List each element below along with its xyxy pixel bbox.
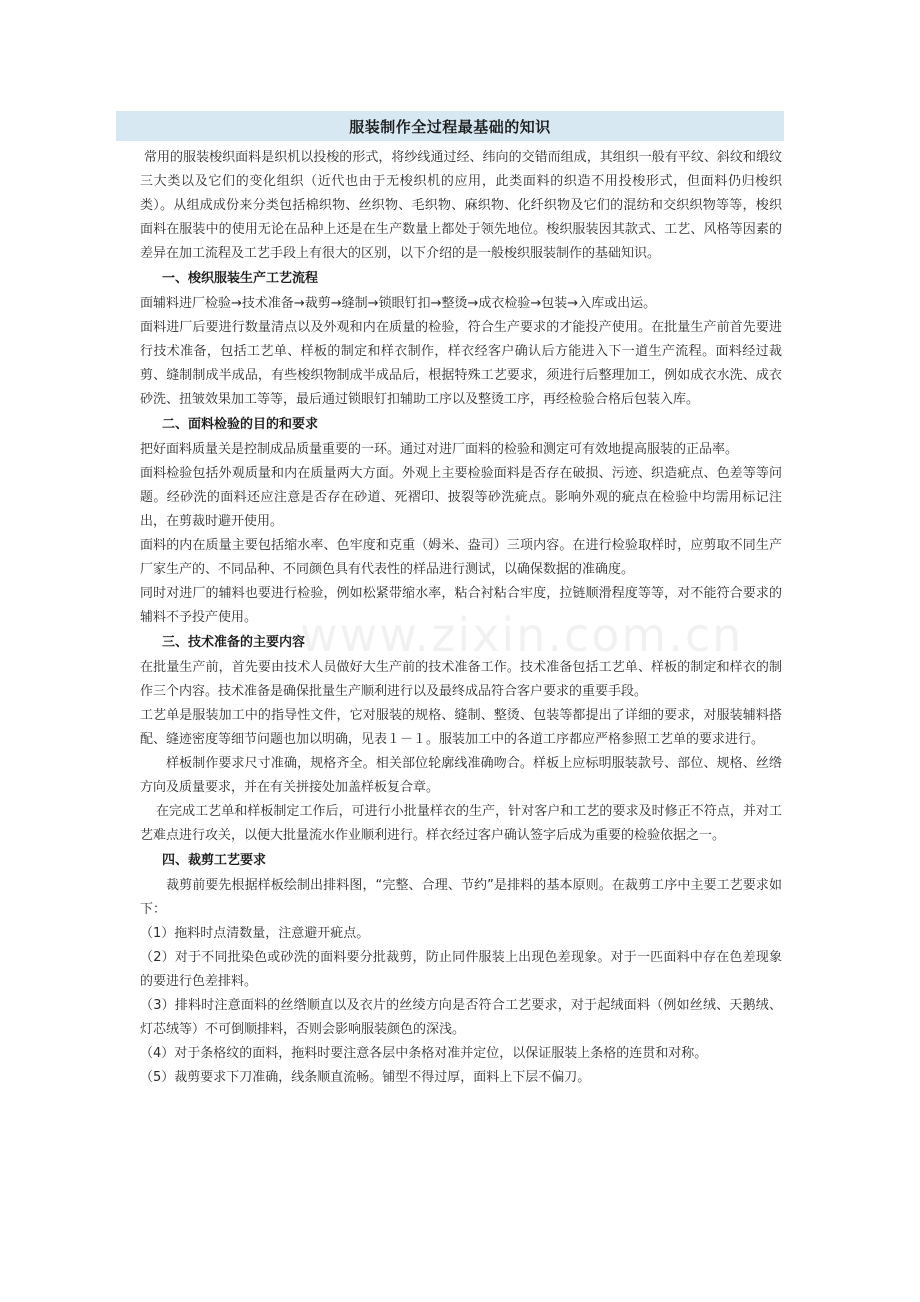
section-3-paragraph: 工艺单是服装加工中的指导性文件，它对服装的规格、缝制、整烫、包装等都提出了详细的要求，对服装辅料搭配、缝迹密度等细节问题也加以明确，见表１－１。服装加工中的各道工序都应严格参照工艺单的要求进行。 [140, 708, 782, 747]
section-4-list-item: （4）对于条格纹的面料，拖料时要注意各层中条格对准并定位，以保证服装上条格的连贯和对称。 [140, 1046, 708, 1061]
section-4-list-item: （5）裁剪要求下刀准确，线条顺直流畅。铺型不得过厚，面料上下层不偏刀。 [140, 1070, 591, 1085]
section-2-paragraph: 把好面料质量关是控制成品质量重要的一环。通过对进厂面料的检验和测定可有效地提高服装的正品率。 [140, 442, 739, 457]
section-4-list-item: （1）拖料时点清数量，注意避开疵点。 [140, 926, 370, 941]
section-3-paragraph: 样板制作要求尺寸准确，规格齐全。相关部位轮廓线准确吻合。样板上应标明服装款号、部位、规格、丝绺方向及质量要求，并在有关拼接处加盖样板复合章。 [140, 756, 782, 795]
section-4-list-item: （3）排料时注意面料的丝绺顺直以及衣片的丝绫方向是否符合工艺要求，对于起绒面料（例如丝绒、天鹅绒、灯芯绒等）不可倒顺排料，否则会影响服装颜色的深浅。 [140, 998, 782, 1037]
intro-paragraph: 常用的服装梭织面料是织机以投梭的形式，将纱线通过经、纬向的交错而组成，其组织一般有平纹、斜纹和缎纹三大类以及它们的变化组织（近代也由于无梭织机的应用，此类面料的织造不用投梭形式，但面料仍归梭织类）。从组成成份来分类包括棉织物、丝织物、毛织物、麻织物、化纤织物及它们的混纺和交织织物等等，梭织面料在服装中的使用无论在品种上还是在生产数量上都处于领先地位。梭织服装因其款式、工艺、风格等因素的差异在加工流程及工艺手段上有很大的区别，以下介绍的是一般梭织服装制作的基础知识。 [140, 150, 782, 261]
section-heading-4: 四、裁剪工艺要求 [162, 853, 267, 868]
section-3-paragraph: 在批量生产前，首先要由技术人员做好大生产前的技术准备工作。技术准备包括工艺单、样板的制定和样衣的制作三个内容。技术准备是确保批量生产顺利进行以及最终成品符合客户要求的重要手段。 [140, 660, 782, 699]
document-title: 服装制作全过程最基础的知识 [349, 117, 551, 136]
title-bar [116, 111, 784, 141]
section-heading-1: 一、梭织服装生产工艺流程 [162, 271, 319, 286]
section-1-paragraph: 面料进厂后要进行数量清点以及外观和内在质量的检验，符合生产要求的才能投产使用。在批量生产前首先要进行技术准备，包括工艺单、样板的制定和样衣制作，样衣经客户确认后方能进入下一道生产流程。面料经过裁剪、缝制制成半成品，有些梭织物制成半成品后，根据特殊工艺要求，须进行后整理加工，例如成衣水洗、成衣砂洗、扭皱效果加工等等，最后通过锁眼钉扣辅助工序以及整烫工序，再经检验合格后包装入库。 [140, 320, 782, 407]
section-3-paragraph: 在完成工艺单和样板制定工作后，可进行小批量样衣的生产，针对客户和工艺的要求及时修正不符点，并对工艺难点进行攻关，以便大批量流水作业顺利进行。样衣经过客户确认签字后成为重要的检验依据之一。 [140, 804, 782, 843]
section-2-paragraph: 同时对进厂的辅料也要进行检验，例如松紧带缩水率，粘合衬粘合牢度，拉链顺滑程度等等，对不能符合要求的辅料不予投产使用。 [140, 586, 782, 625]
section-4-paragraph: 裁剪前要先根据样板绘制出排料图，“完整、合理、节约”是排料的基本原则。在裁剪工序中主要工艺要求如下： [140, 878, 782, 917]
document-body [140, 146, 782, 1090]
section-heading-3: 三、技术准备的主要内容 [162, 635, 306, 650]
section-heading-2: 二、面料检验的目的和要求 [162, 417, 319, 432]
watermark: www.zixin.com.cn [300, 608, 744, 662]
section-4-list-item: （2）对于不同批染色或砂洗的面料要分批裁剪，防止同件服装上出现色差现象。对于一匹面料中存在色差现象的要进行色差排料。 [140, 950, 782, 989]
section-2-paragraph: 面料检验包括外观质量和内在质量两大方面。外观上主要检验面料是否存在破损、污迹、织造疵点、色差等等问题。经砂洗的面料还应注意是否存在砂道、死褶印、披裂等砂洗疵点。影响外观的疵点在检验中均需用标记注出，在剪裁时避开使用。 [140, 466, 782, 529]
section-2-paragraph: 面料的内在质量主要包括缩水率、色牢度和克重（姆米、盎司）三项内容。在进行检验取样时，应剪取不同生产厂家生产的、不同品种、不同颜色具有代表性的样品进行测试，以确保数据的准确度。 [140, 538, 782, 577]
section-1-paragraph: 面辅料进厂检验→技术准备→裁剪→缝制→锁眼钉扣→整烫→成衣检验→包装→入库或出运。 [140, 296, 657, 311]
